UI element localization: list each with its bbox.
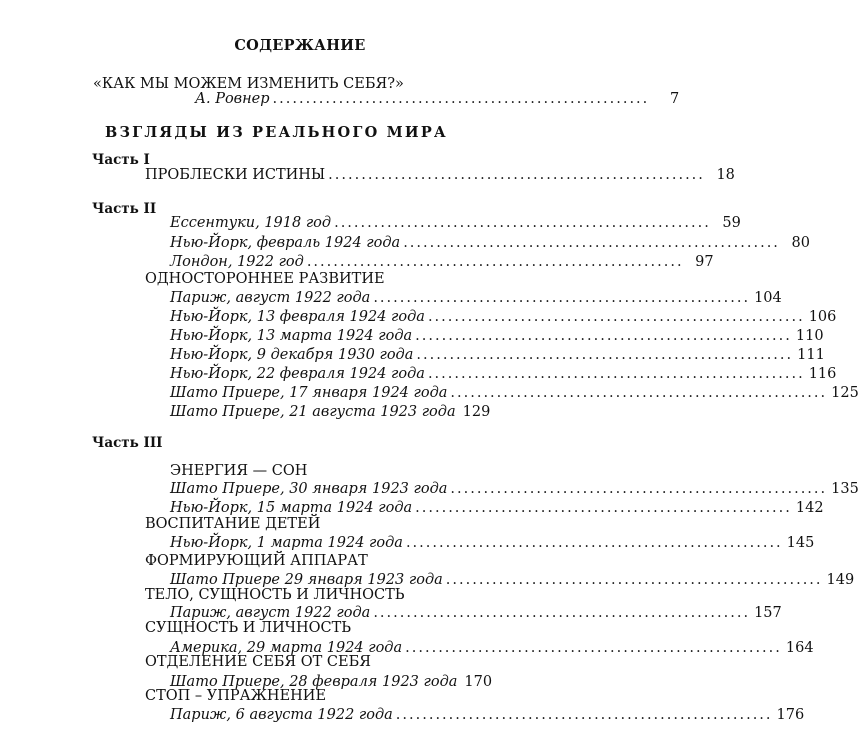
chapter-title: ФОРМИРУЮЩИЙ АППАРАТ xyxy=(145,553,368,569)
page-number: 111 xyxy=(797,347,825,363)
page-number: 164 xyxy=(785,640,814,656)
entry-title: Шато Приере, 17 января 1924 года xyxy=(170,385,448,401)
entry-title: Нью-Йорк, 9 декабря 1930 года xyxy=(170,347,414,363)
chapter-title: ОДНОСТОРОННЕЕ РАЗВИТИЕ xyxy=(145,271,385,287)
page-number: 125 xyxy=(831,385,859,401)
toc-entry xyxy=(170,404,491,423)
toc-entry xyxy=(170,385,859,404)
leader-dots: ......................................................... xyxy=(450,481,828,497)
page-number: 116 xyxy=(808,366,837,382)
leader-dots: ......................................................... xyxy=(405,535,783,551)
page-number: 142 xyxy=(795,500,824,516)
toc-entry xyxy=(170,215,741,234)
chapter-title: ЭНЕРГИЯ — СОН xyxy=(170,463,308,479)
leader-dots: ......................................................... xyxy=(395,707,773,723)
page-number: 97 xyxy=(695,254,714,270)
page-number: 80 xyxy=(791,235,810,251)
entry-title: Лондон, 1922 год xyxy=(170,254,304,270)
entry-title: Шато Приере, 28 февраля 1923 года xyxy=(170,674,458,690)
entry-title: Нью-Йорк, февраль 1924 года xyxy=(170,235,401,251)
page-number: 129 xyxy=(462,404,491,420)
chapter-title: СТОП – УПРАЖНЕНИЕ xyxy=(145,688,327,704)
foreword-title: «КАК МЫ МОЖЕМ ИЗМЕНИТЬ СЕБЯ?» xyxy=(93,76,404,92)
page-number: 7 xyxy=(670,91,680,107)
entry-title: Париж, август 1922 года xyxy=(170,290,371,306)
toc-entry xyxy=(170,290,782,309)
toc-entry xyxy=(170,366,837,385)
toc-entry xyxy=(145,167,735,186)
toc-entry xyxy=(170,707,805,726)
leader-dots: ......................................................... xyxy=(445,572,823,588)
page-title: СОДЕРЖАНИЕ xyxy=(234,37,366,54)
foreword-author: А. Ровнер xyxy=(195,91,270,107)
entry-title: Нью-Йорк, 22 февраля 1924 года xyxy=(170,366,425,382)
entry-title: Шато Приере 29 января 1923 года xyxy=(170,572,443,588)
foreword-author-line xyxy=(195,91,680,110)
section-title: ВЗГЛЯДЫ ИЗ РЕАЛЬНОГО МИРА xyxy=(105,124,448,141)
part-2-label: Часть II xyxy=(92,201,157,217)
part-3-label: Часть III xyxy=(92,435,163,451)
leader-dots: ......................................................... xyxy=(427,309,805,325)
entry-title: Америка, 29 марта 1924 года xyxy=(170,640,403,656)
toc-entry xyxy=(170,535,815,554)
leader-dots: ......................................................... xyxy=(450,385,828,401)
leader-dots: ......................................................... xyxy=(373,290,751,306)
entry-title: Нью-Йорк, 13 февраля 1924 года xyxy=(170,309,425,325)
leader-dots: ......................................................... xyxy=(334,215,711,231)
page-number: 18 xyxy=(716,167,735,183)
entry-title: Париж, 6 августа 1922 года xyxy=(170,707,393,723)
page-number: 135 xyxy=(831,481,859,497)
leader-dots: ......................................................... xyxy=(306,254,684,270)
entry-title: Ессентуки, 1918 год xyxy=(170,215,332,231)
chapter-title: ОТДЕЛЕНИЕ СЕБЯ ОТ СЕБЯ xyxy=(145,654,371,670)
page-number: 176 xyxy=(776,707,805,723)
leader-dots: ......................................................... xyxy=(272,91,650,107)
entry-title: Нью-Йорк, 15 марта 1924 года xyxy=(170,500,413,516)
page-number: 145 xyxy=(786,535,815,551)
leader-dots: ......................................................... xyxy=(373,605,751,621)
toc-entry xyxy=(170,235,810,254)
leader-dots: ......................................................... xyxy=(427,366,805,382)
toc-entry xyxy=(170,309,837,328)
chapter-title: ВОСПИТАНИЕ ДЕТЕЙ xyxy=(145,516,321,532)
page-number: 106 xyxy=(808,309,837,325)
leader-dots: ......................................................... xyxy=(328,167,705,183)
leader-dots: ......................................................... xyxy=(405,640,782,656)
entry-title: Нью-Йорк, 13 марта 1924 года xyxy=(170,328,413,344)
toc-entry xyxy=(170,347,825,366)
page-number: 149 xyxy=(826,572,855,588)
entry-title: Шато Приере, 21 августа 1923 года xyxy=(170,404,456,420)
leader-dots: ......................................................... xyxy=(415,500,792,516)
entry-title: Нью-Йорк, 1 марта 1924 года xyxy=(170,535,403,551)
toc-entry xyxy=(170,328,824,347)
leader-dots: ......................................................... xyxy=(416,347,794,363)
chapter-title: ПРОБЛЕСКИ ИСТИНЫ xyxy=(145,167,326,183)
page-number: 59 xyxy=(722,215,741,231)
page-number: 170 xyxy=(464,674,493,690)
part-1-label: Часть I xyxy=(92,152,150,168)
chapter-title: ТЕЛО, СУЩНОСТЬ И ЛИЧНОСТЬ xyxy=(145,587,405,603)
leader-dots: ......................................................... xyxy=(415,328,792,344)
leader-dots: ......................................................... xyxy=(403,235,780,251)
chapter-title: СУЩНОСТЬ И ЛИЧНОСТЬ xyxy=(145,620,352,636)
page-number: 104 xyxy=(754,290,782,306)
page-number: 110 xyxy=(795,328,824,344)
entry-title: Шато Приере, 30 января 1923 года xyxy=(170,481,448,497)
toc-entry xyxy=(170,481,859,500)
page-number: 157 xyxy=(754,605,782,621)
entry-title: Париж, август 1922 года xyxy=(170,605,371,621)
